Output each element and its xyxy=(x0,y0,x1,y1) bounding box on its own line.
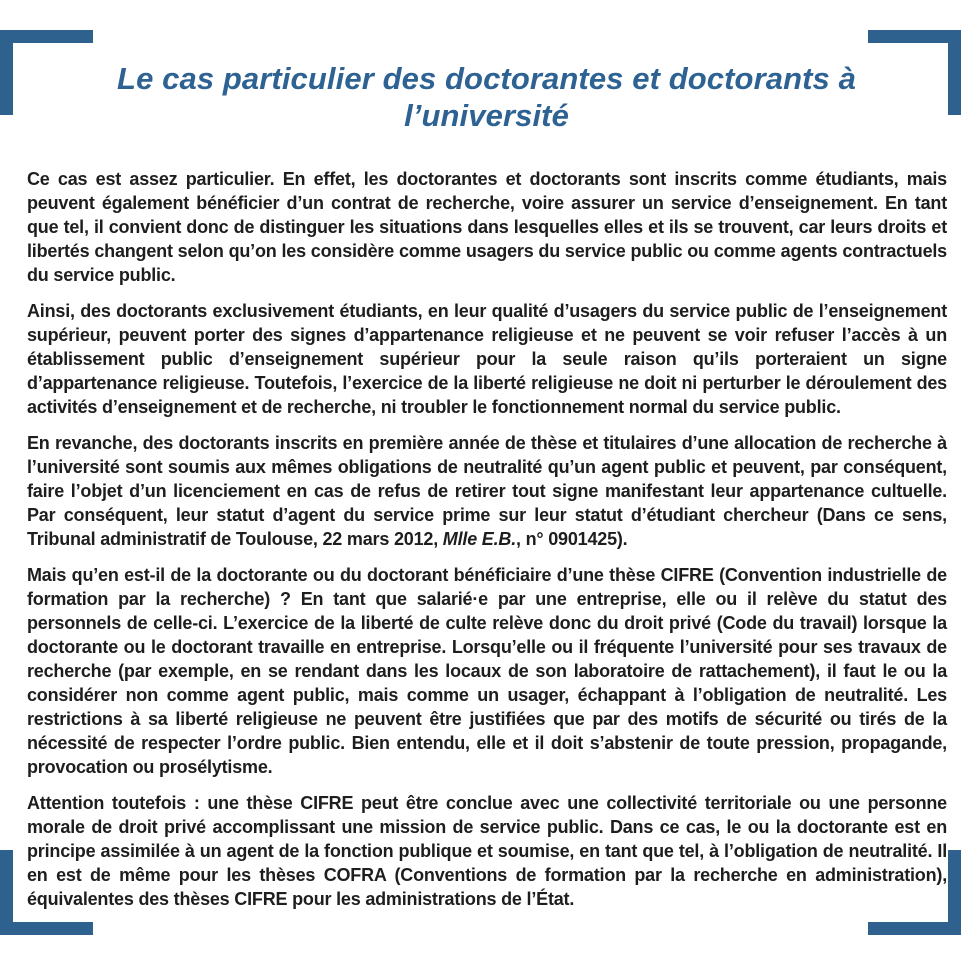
body-paragraph xyxy=(27,563,947,779)
text-run: Ainsi, des doctorants exclusivement étudiants, en leur qualité d’usagers du service public de l’enseignement supérieur, peuvent porter des signes d’appartenance religieuse et ne peuvent se voir refuser l’accès à un établissement public d’enseignement supérieur pour la seule raison qu’ils porteraient un signe d’appartenance religieuse. Toutefois, l’exercice de la liberté religieuse ne doit ni perturber le déroulement des activités d’enseignement et de recherche, ni troubler le fonctionnement normal du service public. xyxy=(27,301,947,418)
text-run: En revanche, des doctorants inscrits en première année de thèse et titulaires d’une allocation de recherche à l’université sont soumis aux mêmes obligations de neutralité qu’un agent public et peuvent, par conséquent, faire l’objet d’un licenciement en cas de refus de retirer tout signe manifestant leur appartenance cultuelle. Par conséquent, leur statut d’agent du service prime sur leur statut d’étudiant chercheur (Dans ce sens, Tribunal administratif de Toulouse, 22 mars 2012, xyxy=(27,433,947,550)
body-paragraph xyxy=(27,791,947,911)
case-reference-italic: Mlle E.B. xyxy=(442,529,517,550)
corner-bracket-bottom-left xyxy=(0,850,93,935)
text-run: Mais qu’en est-il de la doctorante ou du doctorant bénéficiaire d’une thèse CIFRE (Convention industrielle de formation par la recherche) ? En tant que salarié·e par une entreprise, elle ou il relève du statut des personnels de celle-ci. L’exercice de la liberté de culte relève donc du droit privé (Code du travail) lorsque la doctorante ou le doctorant travaille en entreprise. Lorsqu’elle ou il fréquente l’université pour ses travaux de recherche (par exemple, en se rendant dans les locaux de son laboratoire de rattachement), il faut le ou la considérer non comme agent public, mais comme un usager, échappant à l’obligation de neutralité. Les restrictions à sa liberté religieuse ne peuvent être justifiées que par des motifs de sécurité ou tirés de la nécessité de respecter l’ordre public. Bien entendu, elle et il doit s’abstenir de toute pression, propagande, provocation ou prosélytisme. xyxy=(27,565,947,778)
body-text xyxy=(27,167,947,911)
corner-bracket-top-right xyxy=(868,30,961,115)
body-paragraph xyxy=(27,167,947,287)
body-paragraph xyxy=(27,299,947,419)
corner-bracket-bottom-right xyxy=(868,850,961,935)
text-run: Attention toutefois : une thèse CIFRE peut être conclue avec une collectivité territoriale ou une personne morale de droit privé accomplissant une mission de service public. Dans ce cas, le ou la doctorante est en principe assimilée à un agent de la fonction publique et soumise, en tant que tel, à l’obligation de neutralité. Il en est de même pour les thèses COFRA (Conventions de formation par la recherche en administration), équivalentes des thèses CIFRE pour les administrations de l’État. xyxy=(27,793,947,910)
body-paragraph xyxy=(27,431,947,551)
page-title: Le cas particulier des doctorantes et doctorants à l’université xyxy=(117,61,856,134)
text-run: , n° 0901425). xyxy=(516,529,628,550)
text-run: Ce cas est assez particulier. En effet, les doctorantes et doctorants sont inscrits comme étudiants, mais peuvent également bénéficier d’un contrat de recherche, voire assurer un service d’enseignement. En tant que tel, il convient donc de distinguer les situations dans lesquelles elles et ils se trouvent, car leurs droits et libertés changent selon qu’on les considère comme usagers du service public ou comme agents contractuels du service public. xyxy=(27,169,947,286)
corner-bracket-top-left xyxy=(0,30,93,115)
